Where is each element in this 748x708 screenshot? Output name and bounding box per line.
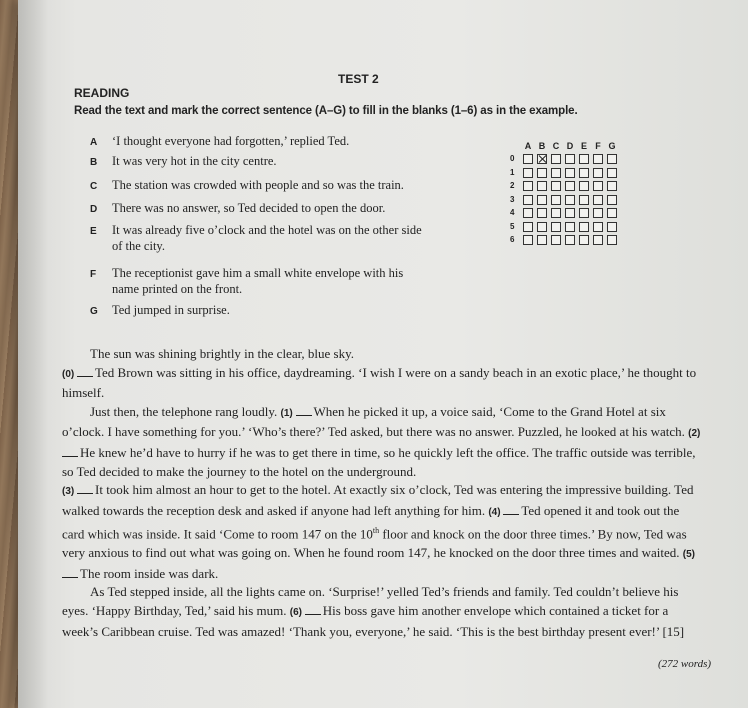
answer-checkbox[interactable]: [593, 222, 603, 232]
grid-row-number: 5: [510, 221, 515, 231]
answer-checkbox[interactable]: [579, 168, 589, 178]
answer-checkbox[interactable]: [551, 195, 561, 205]
blank-line: [62, 567, 78, 578]
gap-marker: (2): [688, 428, 701, 440]
answer-checkbox[interactable]: [551, 222, 561, 232]
gap-marker: (4): [488, 506, 504, 518]
grid-row-number: 3: [510, 194, 515, 204]
answer-checkbox[interactable]: [537, 168, 547, 178]
answer-checkbox[interactable]: [523, 235, 533, 245]
answer-checkbox[interactable]: [537, 195, 547, 205]
blank-line: [77, 366, 93, 377]
sentence-letter: C: [90, 181, 98, 192]
book-page: [18, 0, 748, 708]
answer-checkbox[interactable]: [537, 235, 547, 245]
word-count: (272 words): [658, 658, 712, 670]
sentence-text: Ted jumped in surprise.: [112, 303, 230, 317]
grid-row-number: 1: [510, 167, 515, 177]
grid-column-label: G: [608, 141, 616, 151]
answer-checkbox[interactable]: [523, 222, 533, 232]
sentence-text: of the city.: [112, 239, 165, 253]
sentence-option-e: [90, 223, 510, 254]
sentence-option-a: [90, 134, 510, 150]
answer-checkbox[interactable]: [523, 168, 533, 178]
answer-checkbox[interactable]: [579, 181, 589, 191]
sentence-letter: D: [90, 204, 98, 215]
answer-checkbox[interactable]: [537, 222, 547, 232]
gap-marker: (5): [682, 549, 695, 561]
blank-line: [296, 405, 312, 416]
blank-line: [62, 446, 78, 457]
reading-passage: [62, 345, 702, 641]
answer-checkbox[interactable]: [593, 168, 603, 178]
answer-checkbox[interactable]: [593, 208, 603, 218]
gap-marker: (6): [289, 607, 305, 619]
gap-marker: (0): [62, 368, 77, 380]
test-title: TEST 2: [338, 72, 379, 86]
sentence-text: The station was crowded with people and so was the train.: [112, 178, 404, 192]
instruction-text: Read the text and mark the correct sentence (A–G) to fill in the blanks (1–6) as in the example.: [74, 105, 578, 117]
answer-checkbox[interactable]: [579, 195, 589, 205]
answer-checkbox[interactable]: [523, 154, 533, 164]
answer-checkbox[interactable]: [579, 208, 589, 218]
answer-checkbox[interactable]: [565, 195, 575, 205]
answer-checkbox[interactable]: [607, 208, 617, 218]
sentence-option-g: [90, 303, 510, 319]
sentence-text: name printed on the front.: [112, 282, 243, 296]
grid-row-number: 4: [510, 208, 515, 217]
blank-line: [305, 604, 321, 615]
sentence-letter: A: [90, 137, 98, 148]
gap-marker: (3): [62, 486, 77, 498]
answer-checkbox[interactable]: [523, 181, 533, 191]
answer-checkbox[interactable]: [607, 181, 617, 191]
sentence-option-c: [90, 178, 510, 194]
blank-line: [503, 504, 519, 515]
sentence-text: ‘I thought everyone had forgotten,’ replied Ted.: [112, 134, 350, 148]
passage-paragraph: As Ted stepped inside, all the lights came on. ‘Surprise!’ yelled Ted’s friends and family. Ted couldn’t believe his eyes. ‘Happy Birthday, Ted,’ said his mum. (6) His boss gave him another envelope which contained a ticket for a week’s Caribbean cruise. Ted was amazed! ‘Thank you, everyone,’ he said. ‘This is the best birthday present ever!’ [15]: [62, 584, 685, 639]
answer-checkbox[interactable]: [579, 222, 589, 232]
sentence-text: The receptionist gave him a small white envelope with his: [112, 266, 404, 280]
grid-row-number: 2: [510, 181, 515, 190]
section-heading: READING: [74, 86, 130, 100]
answer-checkbox[interactable]: [607, 168, 617, 178]
sentence-text: There was no answer, so Ted decided to open the door.: [112, 201, 386, 215]
grid-column-label: E: [580, 141, 587, 151]
sentence-text: It was very hot in the city centre.: [112, 154, 277, 168]
gap-marker: (1): [280, 407, 296, 419]
passage-paragraph: (3) It took him almost an hour to get to the hotel. At exactly six o’clock, Ted was entering the impressive building. Ted walked towards the reception desk and asked if anyone had left anything for him. (4) Ted opened it and took out the card which was inside. It said ‘Come to room 147 on the 10th floor and knock on the door three times.’ By now, Ted was very anxious to find out what was going on. When he found room 147, he knocked on the door three times and waited. (5) The room inside was dark.: [62, 482, 695, 581]
answer-checkbox[interactable]: [551, 168, 561, 178]
passage-paragraph: Just then, the telephone rang loudly. (1) When he picked it up, a voice said, ‘Come to the Grand Hotel at six o’clock. I have something for you.’ ‘Who’s there?’ Ted asked, but there was no answer. Puzzled, he looked at his watch. (2) He knew he’d have to hurry if he was to get there in time, so he quickly left the office. The traffic outside was terrible, so Ted decided to make the journey to the hotel on the underground.: [62, 403, 701, 479]
answer-checkbox[interactable]: [593, 195, 603, 205]
sentence-text: It was already five o’clock and the hotel was on the other side: [112, 223, 422, 237]
answer-checkbox[interactable]: [523, 195, 533, 205]
grid-column-label: F: [595, 141, 601, 151]
grid-column-label: C: [552, 141, 560, 151]
answer-checkbox[interactable]: [551, 154, 561, 164]
answer-checkbox[interactable]: [551, 208, 561, 218]
passage-paragraph: (0) Ted Brown was sitting in his office, daydreaming. ‘I wish I were on a sandy beach in an exotic place,’ he thought to himself.: [62, 364, 697, 401]
answer-checkbox[interactable]: [565, 181, 575, 191]
answer-checkbox[interactable]: [537, 208, 547, 218]
grid-column-label: A: [524, 141, 532, 151]
passage-paragraph: The sun was shining brightly in the clear, blue sky.: [90, 346, 355, 361]
answer-checkbox[interactable]: [537, 181, 547, 191]
page-gutter-shadow: [18, 0, 48, 708]
answer-checkbox[interactable]: [579, 154, 589, 164]
answer-checkbox[interactable]: [593, 154, 603, 164]
grid-column-label: B: [538, 141, 546, 151]
grid-column-label: D: [566, 141, 574, 151]
sentence-option-d: [90, 201, 510, 217]
sentence-letter: E: [90, 226, 97, 237]
answer-checkbox[interactable]: [565, 154, 575, 164]
sentence-letter: G: [90, 306, 98, 317]
sentence-letter: F: [90, 269, 97, 280]
sentence-letter: B: [90, 157, 98, 168]
grid-row-number: 6: [510, 235, 515, 244]
answer-checkbox[interactable]: [607, 222, 617, 232]
answer-checkbox[interactable]: [523, 208, 533, 218]
answer-checkbox[interactable]: [565, 235, 575, 245]
ordinal-suffix: th: [372, 526, 380, 536]
answer-checkbox[interactable]: [593, 235, 603, 245]
grid-row-number: 0: [510, 154, 515, 163]
blank-line: [77, 483, 93, 494]
answer-checkbox[interactable]: [607, 235, 617, 245]
sentence-option-f: [90, 266, 510, 297]
sentence-option-b: [90, 154, 510, 170]
answer-checkbox[interactable]: [607, 154, 617, 164]
answer-checkbox[interactable]: [565, 222, 575, 232]
answer-checkbox[interactable]: [537, 154, 547, 164]
answer-checkbox[interactable]: [565, 208, 575, 218]
answer-checkbox[interactable]: [565, 168, 575, 178]
answer-checkbox[interactable]: [551, 235, 561, 245]
answer-checkbox[interactable]: [579, 235, 589, 245]
answer-checkbox[interactable]: [551, 181, 561, 191]
answer-checkbox[interactable]: [593, 181, 603, 191]
answer-checkbox[interactable]: [607, 195, 617, 205]
